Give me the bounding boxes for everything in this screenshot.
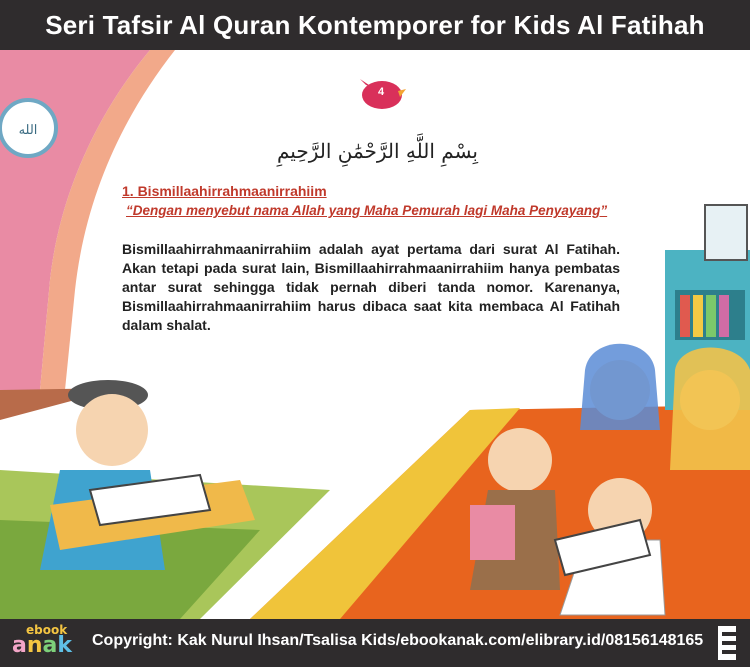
- pink-book: [470, 505, 515, 560]
- footer-bar: [0, 619, 750, 667]
- boy-face: [76, 394, 148, 466]
- explanation-paragraph: Bismillaahirrahmaanirrahiim adalah ayat pertama dari surat Al Fatihah. Akan tetapi pada surat lain, Bismillaahirrahmaanirrahiim hanya pembatas antar surat sehingga tidak pernah diberi tanda nomor. Karenanya, Bismillaahirrahmaanirrahiim harus dibaca saat kita membaca Al Fatihah dalam shalat.: [122, 241, 620, 333]
- page-number: 4: [377, 86, 385, 98]
- ebookanak-logo: ebook anak: [12, 623, 73, 658]
- ayat-title: 1. Bismillaahirrahmaanirrahiim: [122, 183, 327, 199]
- phone-on-shelf: [705, 205, 747, 260]
- page-title: Seri Tafsir Al Quran Kontemporer for Kids Al Fatihah: [45, 9, 705, 40]
- ayat-meaning: “Dengan menyebut nama Allah yang Maha Pemurah lagi Maha Penyayang”: [126, 203, 608, 218]
- e-logo-icon: [718, 626, 736, 660]
- kid-glasses-face: [488, 428, 552, 492]
- basmalah-arabic: بِسْمِ اللَّهِ الرَّحْمَٰنِ الرَّحِيمِ: [276, 139, 478, 163]
- svg-text:الله: الله: [18, 123, 38, 138]
- page-number-bird-icon: [358, 73, 406, 113]
- copyright-text: Copyright: Kak Nurul Ihsan/Tsalisa Kids/ebookanak.com/elibrary.id/08156148165: [92, 632, 704, 649]
- header-bar: [0, 0, 750, 50]
